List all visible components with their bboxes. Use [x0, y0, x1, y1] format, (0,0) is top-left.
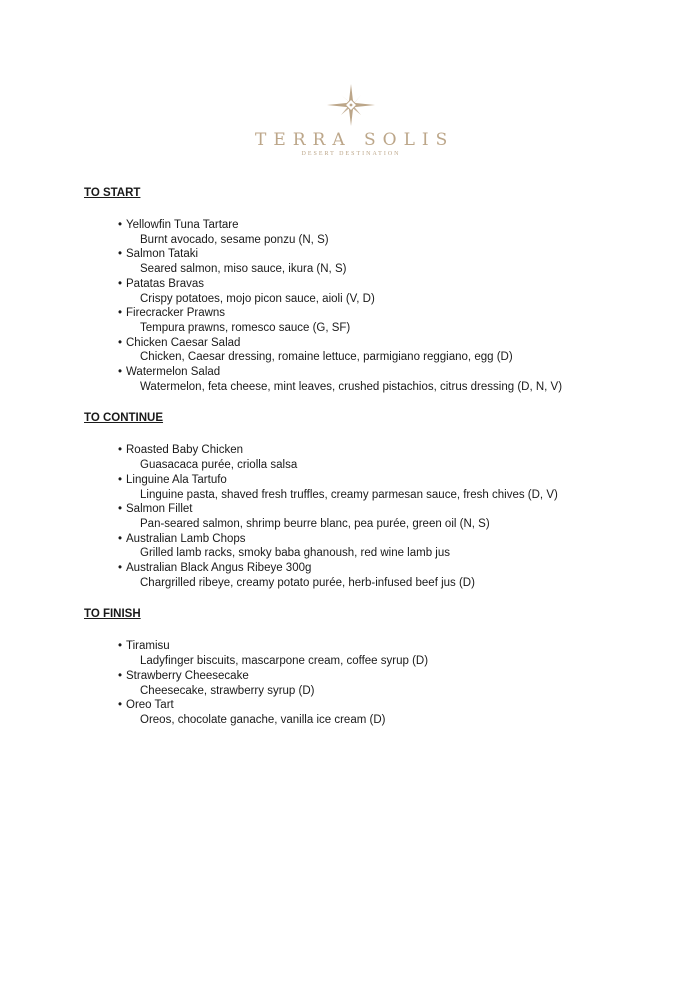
bullet-icon: •	[118, 307, 123, 320]
menu-item	[84, 277, 664, 306]
compass-star-icon	[325, 82, 377, 128]
menu-item	[84, 306, 664, 335]
item-name: Australian Black Angus Ribeye 300g	[126, 562, 312, 575]
bullet-icon: •	[118, 699, 123, 712]
item-name: Patatas Bravas	[126, 277, 204, 290]
item-name: Chicken Caesar Salad	[126, 336, 241, 349]
bullet-icon: •	[118, 366, 123, 379]
menu-item	[84, 336, 664, 365]
item-description: Tempura prawns, romesco sauce (G, SF)	[140, 321, 351, 334]
item-name: Yellowfin Tuna Tartare	[126, 219, 239, 231]
item-name: Australian Lamb Chops	[126, 532, 246, 545]
menu-item	[84, 365, 664, 394]
menu-item	[84, 639, 664, 668]
item-list	[84, 443, 664, 590]
item-name: Strawberry Cheesecake	[126, 669, 249, 682]
item-description: Ladyfinger biscuits, mascarpone cream, coffee syrup (D)	[140, 655, 429, 668]
item-name: Oreo Tart	[126, 699, 174, 712]
bullet-icon: •	[118, 277, 123, 290]
section-heading: TO START	[84, 187, 141, 199]
menu-item	[84, 669, 664, 698]
item-description: Watermelon, feta cheese, mint leaves, crushed pistachios, citrus dressing (D, N, V)	[140, 380, 563, 393]
bullet-icon: •	[118, 219, 123, 231]
item-description: Pan-seared salmon, shrimp beurre blanc, pea purée, green oil (N, S)	[140, 517, 490, 530]
item-description: Chargrilled ribeye, creamy potato purée, herb-infused beef jus (D)	[140, 576, 475, 589]
item-list	[84, 218, 664, 394]
menu-item	[84, 247, 664, 276]
bullet-icon: •	[118, 248, 123, 261]
bullet-icon: •	[118, 532, 123, 545]
item-description: Guasacaca purée, criolla salsa	[140, 459, 298, 472]
item-description: Grilled lamb racks, smoky baba ghanoush, red wine lamb jus	[140, 547, 451, 560]
bullet-icon: •	[118, 444, 123, 457]
item-list	[84, 639, 664, 727]
bullet-icon: •	[118, 562, 123, 575]
item-name: Tiramisu	[126, 640, 170, 653]
section-to-continue	[84, 411, 664, 590]
menu-item	[84, 698, 664, 727]
bullet-icon: •	[118, 669, 123, 682]
bullet-icon: •	[118, 640, 123, 653]
item-name: Watermelon Salad	[126, 366, 221, 379]
item-description: Chicken, Caesar dressing, romaine lettuce, parmigiano reggiano, egg (D)	[140, 351, 513, 364]
bullet-icon: •	[118, 503, 123, 516]
menu-item	[84, 443, 664, 472]
menu-item	[84, 532, 664, 561]
section-to-finish	[84, 607, 664, 727]
item-description: Linguine pasta, shaved fresh truffles, creamy parmesan sauce, fresh chives (D, V)	[140, 488, 558, 501]
item-description: Burnt avocado, sesame ponzu (N, S)	[140, 233, 329, 246]
item-name: Linguine Ala Tartufo	[126, 473, 227, 486]
item-name: Salmon Tataki	[126, 248, 199, 261]
item-description: Crispy potatoes, mojo picon sauce, aioli (V, D)	[140, 292, 375, 305]
brand-logo	[255, 82, 455, 162]
bullet-icon: •	[118, 336, 123, 349]
item-description: Oreos, chocolate ganache, vanilla ice cream (D)	[140, 713, 386, 726]
item-description: Seared salmon, miso sauce, ikura (N, S)	[140, 263, 347, 276]
brand-name: TERRA SOLIS	[255, 130, 455, 150]
item-name: Firecracker Prawns	[126, 307, 226, 320]
bullet-icon: •	[118, 473, 123, 486]
item-name: Roasted Baby Chicken	[126, 444, 243, 457]
menu-item	[84, 561, 664, 590]
section-to-start	[84, 186, 664, 394]
item-description: Cheesecake, strawberry syrup (D)	[140, 684, 315, 697]
menu-item	[84, 473, 664, 502]
item-name: Salmon Fillet	[126, 503, 193, 516]
brand-tagline: DESERT DESTINATION	[301, 151, 401, 157]
section-heading: TO CONTINUE	[84, 412, 164, 425]
menu	[84, 186, 664, 728]
section-heading: TO FINISH	[84, 608, 141, 621]
menu-item	[84, 218, 664, 247]
menu-item	[84, 502, 664, 531]
